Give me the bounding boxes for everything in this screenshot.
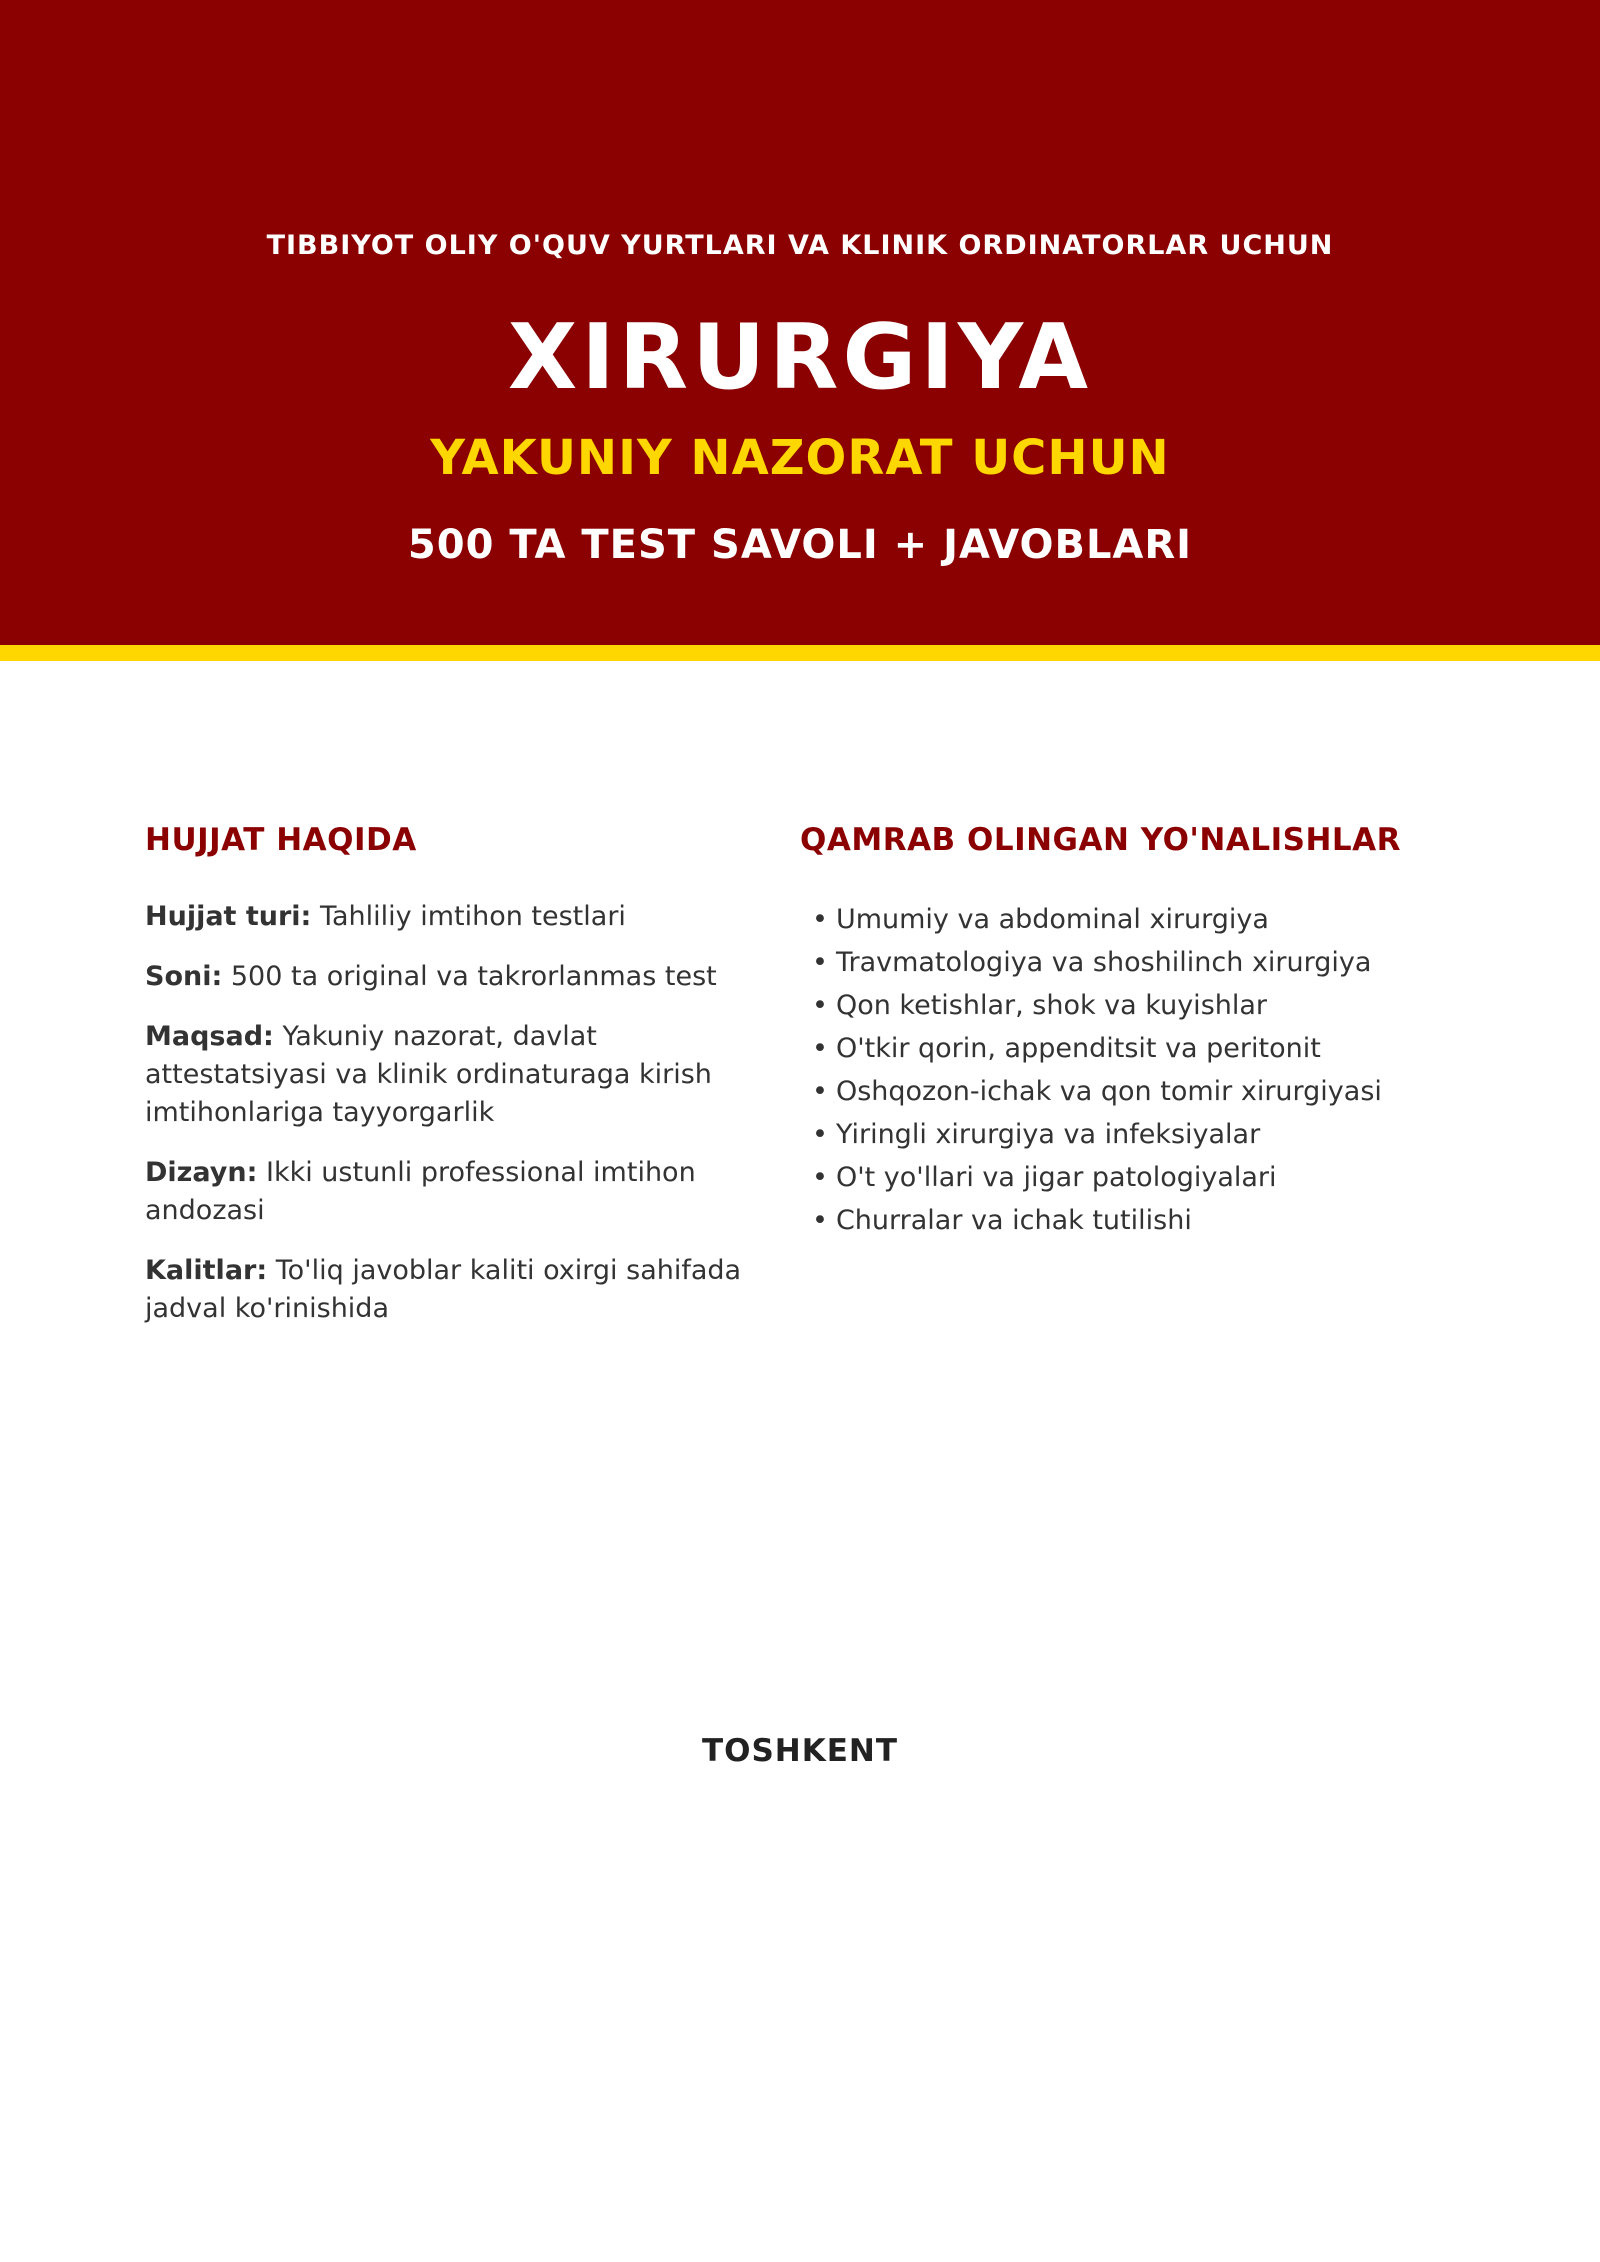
bullet-icon: •	[812, 1162, 828, 1193]
topic-text: Yiringli xirurgiya va infeksiyalar	[835, 1119, 1261, 1150]
topic-text: Churralar va ichak tutilishi	[835, 1205, 1192, 1236]
about-item	[145, 958, 755, 996]
about-item-label: Soni:	[145, 961, 223, 992]
topic-text: Travmatologiya va shoshilinch xirurgiya	[835, 947, 1372, 978]
list-item	[812, 1156, 1460, 1199]
about-item-label: Hujjat turi:	[145, 901, 312, 932]
about-item-value: Tahliliy imtihon testlari	[319, 901, 626, 932]
bullet-icon: •	[812, 1205, 828, 1236]
topic-text: Qon ketishlar, shok va kuyishlar	[835, 990, 1268, 1021]
about-item-label: Dizayn:	[145, 1157, 258, 1188]
list-item	[812, 898, 1460, 941]
about-item-value: 500 ta original va takrorlanmas test	[230, 961, 717, 992]
document-subtitle: YAKUNIY NAZORAT UCHUN	[430, 430, 1170, 486]
about-item	[145, 1252, 755, 1328]
about-item	[145, 898, 755, 936]
topic-text: Umumiy va abdominal xirurgiya	[835, 904, 1269, 935]
question-count: 500 TA TEST SAVOLI + JAVOBLARI	[407, 522, 1193, 568]
about-heading: HUJJAT HAQIDA	[145, 822, 417, 858]
about-item-label: Maqsad:	[145, 1021, 274, 1052]
bullet-icon: •	[812, 1033, 828, 1064]
bullet-icon: •	[812, 1076, 828, 1107]
list-item	[812, 941, 1460, 984]
bullet-icon: •	[812, 990, 828, 1021]
list-item	[812, 1199, 1460, 1242]
about-item-value: Ikki ustunli professional imtihon andozasi	[145, 1157, 696, 1226]
about-item	[145, 1018, 755, 1132]
about-item-value: To'liq javoblar kaliti oxirgi sahifada jadval ko'rinishida	[145, 1255, 742, 1324]
document-title: XIRURGIYA	[507, 305, 1093, 410]
cover-header	[0, 0, 1600, 661]
list-item	[812, 1070, 1460, 1113]
bullet-icon: •	[812, 1119, 828, 1150]
topics-list	[800, 898, 1460, 1242]
about-item	[145, 1154, 755, 1230]
topic-text: O'tkir qorin, appenditsit va peritonit	[835, 1033, 1321, 1064]
topic-text: Oshqozon-ichak va qon tomir xirurgiyasi	[835, 1076, 1382, 1107]
about-list	[145, 898, 755, 1328]
topics-section	[800, 822, 1460, 1242]
topic-text: O't yo'llari va jigar patologiyalari	[835, 1162, 1277, 1193]
about-item-value: Yakuniy nazorat, davlat attestatsiyasi va klinik ordinaturaga kirish imtihonlariga tayyorgarlik	[145, 1021, 712, 1128]
list-item	[812, 984, 1460, 1027]
list-item	[812, 1113, 1460, 1156]
bullet-icon: •	[812, 947, 828, 978]
list-item	[812, 1027, 1460, 1070]
footer-city: TOSHKENT	[701, 1733, 899, 1769]
header-kicker: TIBBIYOT OLIY O'QUV YURTLARI VA KLINIK ORDINATORLAR UCHUN	[266, 230, 1334, 261]
bullet-icon: •	[812, 904, 828, 935]
about-item-label: Kalitlar:	[145, 1255, 268, 1286]
topics-heading: QAMRAB OLINGAN YO'NALISHLAR	[800, 822, 1402, 858]
about-section	[145, 822, 755, 1350]
